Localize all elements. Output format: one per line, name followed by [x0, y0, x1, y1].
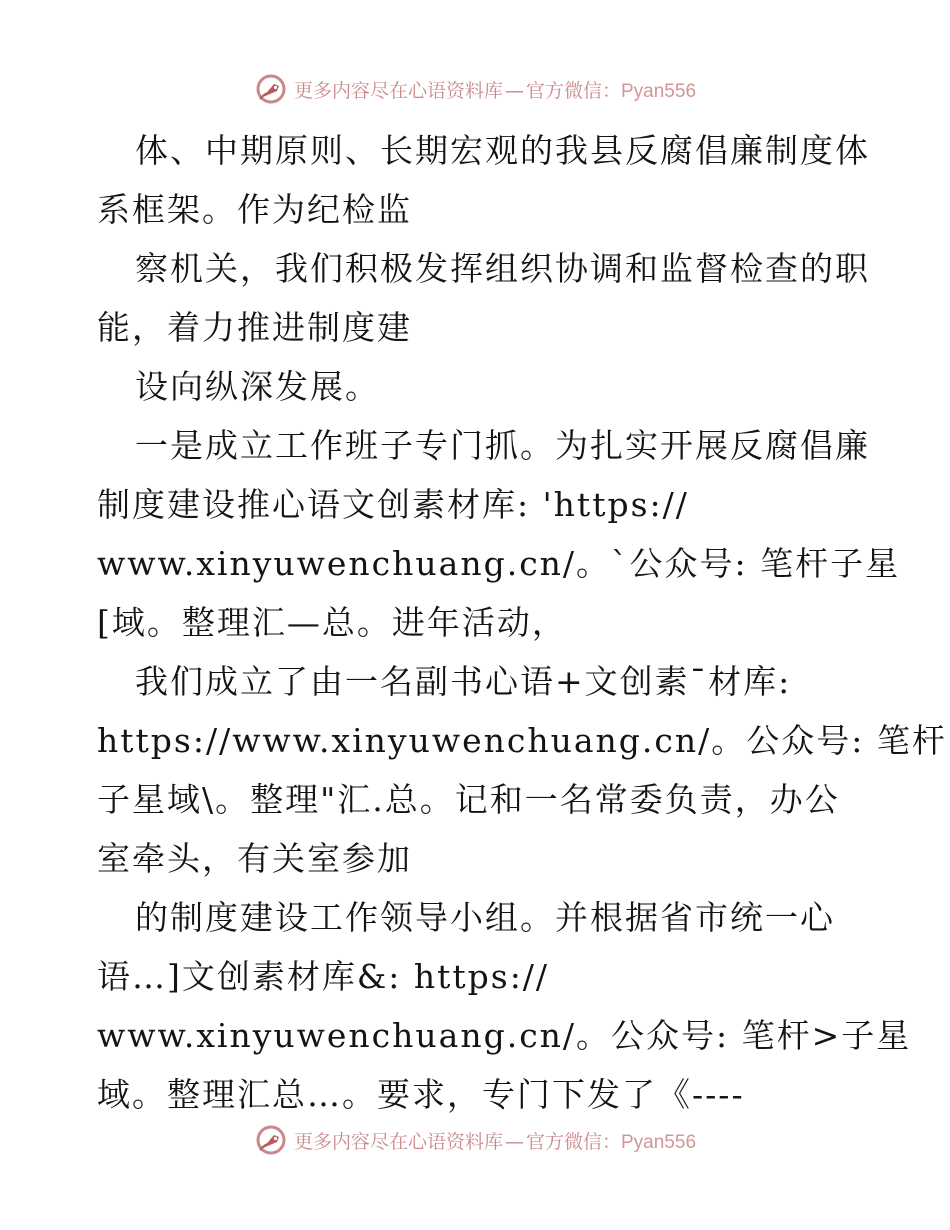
text-line: [域。整理汇—总。进年活动，: [97, 603, 567, 642]
pen-nib-circle-logo-icon: [254, 1123, 288, 1157]
text-line: 能，着力推进制度建: [97, 308, 412, 347]
text-line: 体、中期原则、长期宏观的我县反腐倡廉制度体: [135, 131, 870, 170]
watermark-text: 更多内容尽在心语资料库: [293, 1130, 503, 1153]
watermark-account: Pyan556: [621, 1131, 697, 1153]
text-line: https://www.xinyuwenchuang.cn/。公众号: 笔杆: [97, 721, 947, 760]
text-line: 的制度建设工作领导小组。并根据省市统一心: [135, 898, 835, 937]
text-line: www.xinyuwenchuang.cn/。`公众号: 笔杆子星: [97, 544, 901, 583]
header-watermark: [0, 72, 950, 106]
pen-nib-circle-logo-icon: [254, 72, 288, 106]
text-line: 系框架。作为纪检监: [97, 190, 412, 229]
watermark-account: Pyan556: [621, 80, 697, 102]
watermark-wechat-label: 官方微信：: [525, 1130, 621, 1153]
text-line: 子星域\。整理"汇.总。记和一名常委负责，办公: [97, 780, 840, 819]
watermark-separator: —: [504, 1130, 524, 1153]
watermark-separator: —: [504, 79, 524, 102]
text-line: 制度建设推心语文创素材库: 'https://: [97, 485, 689, 524]
text-line: 室牵头，有关室参加: [97, 839, 412, 878]
document-body: [97, 121, 947, 1124]
text-line: 域。整理汇总…。要求，专门下发了《----: [97, 1075, 745, 1114]
watermark-wechat-label: 官方微信：: [525, 79, 621, 102]
text-line: 察机关，我们积极发挥组织协调和监督检查的职: [135, 249, 870, 288]
watermark-text: 更多内容尽在心语资料库: [293, 79, 503, 102]
text-line: 一是成立工作班子专门抓。为扎实开展反腐倡廉: [135, 426, 870, 465]
footer-watermark: [0, 1123, 950, 1157]
text-line: 设向纵深发展。: [135, 367, 380, 406]
text-line: www.xinyuwenchuang.cn/。公众号: 笔杆>子星: [97, 1016, 912, 1055]
text-line: 我们成立了由一名副书心语+文创素¯材库:: [135, 662, 792, 701]
text-line: 语…]文创素材库&: https://: [97, 957, 550, 996]
